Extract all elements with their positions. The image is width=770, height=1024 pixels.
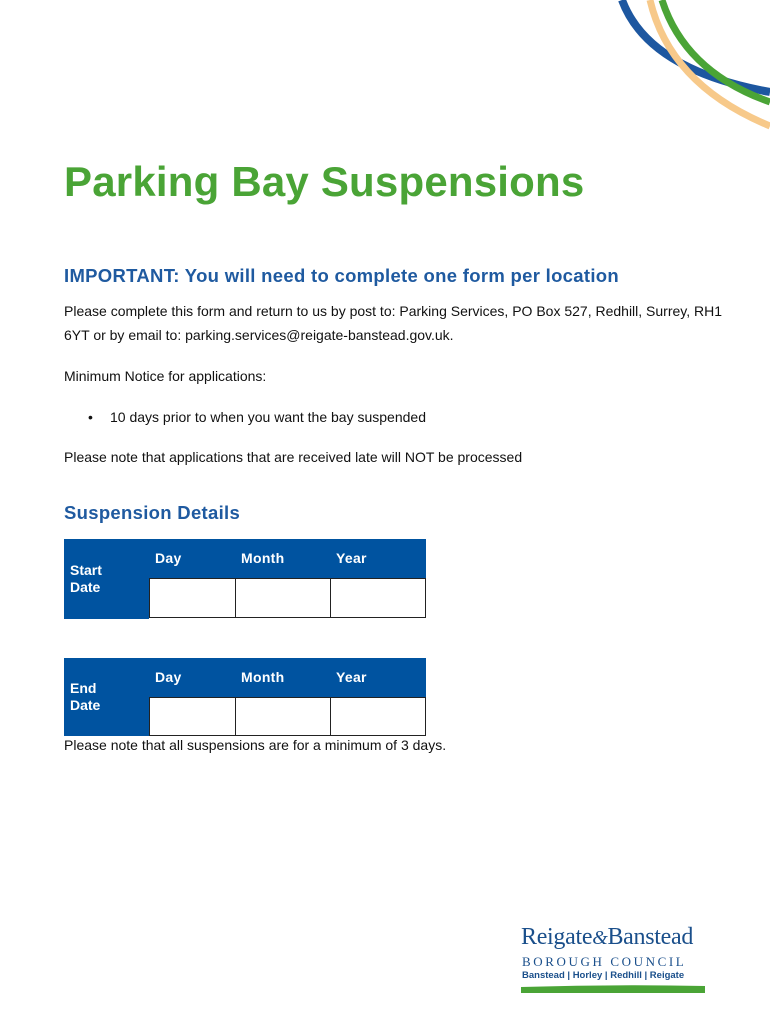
start-month-field[interactable] <box>235 578 331 618</box>
end-month-field[interactable] <box>235 697 331 736</box>
notice-bullet-item <box>88 406 426 428</box>
suspension-details-heading: Suspension Details <box>64 502 241 523</box>
bullet-icon: • <box>88 409 93 425</box>
start-date-label: Start Date <box>64 539 149 619</box>
decorative-swoosh <box>600 0 770 140</box>
notice-bullet-text: 10 days prior to when you want the bay suspended <box>110 409 426 425</box>
logo-wordmark: Reigate&Banstead <box>521 924 694 950</box>
start-day-field[interactable] <box>149 578 236 618</box>
start-date-header-row <box>149 539 426 578</box>
start-year-field[interactable] <box>330 578 426 618</box>
end-year-field[interactable] <box>330 697 426 736</box>
end-year-header: Year <box>336 669 367 685</box>
end-day-field[interactable] <box>149 697 236 736</box>
intro-paragraph: Please complete this form and return to us by post to: Parking Services, PO Box 527, Redhill, Surrey, RH1 6YT or by email to: parking.services@reigate-banstead.gov.uk. <box>64 303 723 343</box>
logo-subtitle: BOROUGH COUNCIL <box>522 954 687 969</box>
important-heading: IMPORTANT: You will need to complete one form per location <box>64 265 619 286</box>
late-note: Please note that applications that are received late will NOT be processed <box>64 449 523 465</box>
end-date-label: End Date <box>64 658 149 736</box>
end-date-table <box>64 658 426 736</box>
end-day-header: Day <box>155 669 182 685</box>
end-month-header: Month <box>241 669 285 685</box>
start-year-header: Year <box>336 550 367 566</box>
page-title: Parking Bay Suspensions <box>64 158 585 205</box>
start-date-table <box>64 539 426 619</box>
minimum-days-note: Please note that all suspensions are for a minimum of 3 days. <box>64 737 447 753</box>
start-month-header: Month <box>241 550 285 566</box>
minimum-notice-label: Minimum Notice for applications: <box>64 368 267 384</box>
end-date-header-row <box>149 658 426 697</box>
logo-green-bar <box>521 985 705 993</box>
council-logo <box>521 924 711 996</box>
start-day-header: Day <box>155 550 182 566</box>
logo-towns: Banstead | Horley | Redhill | Reigate <box>522 970 685 981</box>
